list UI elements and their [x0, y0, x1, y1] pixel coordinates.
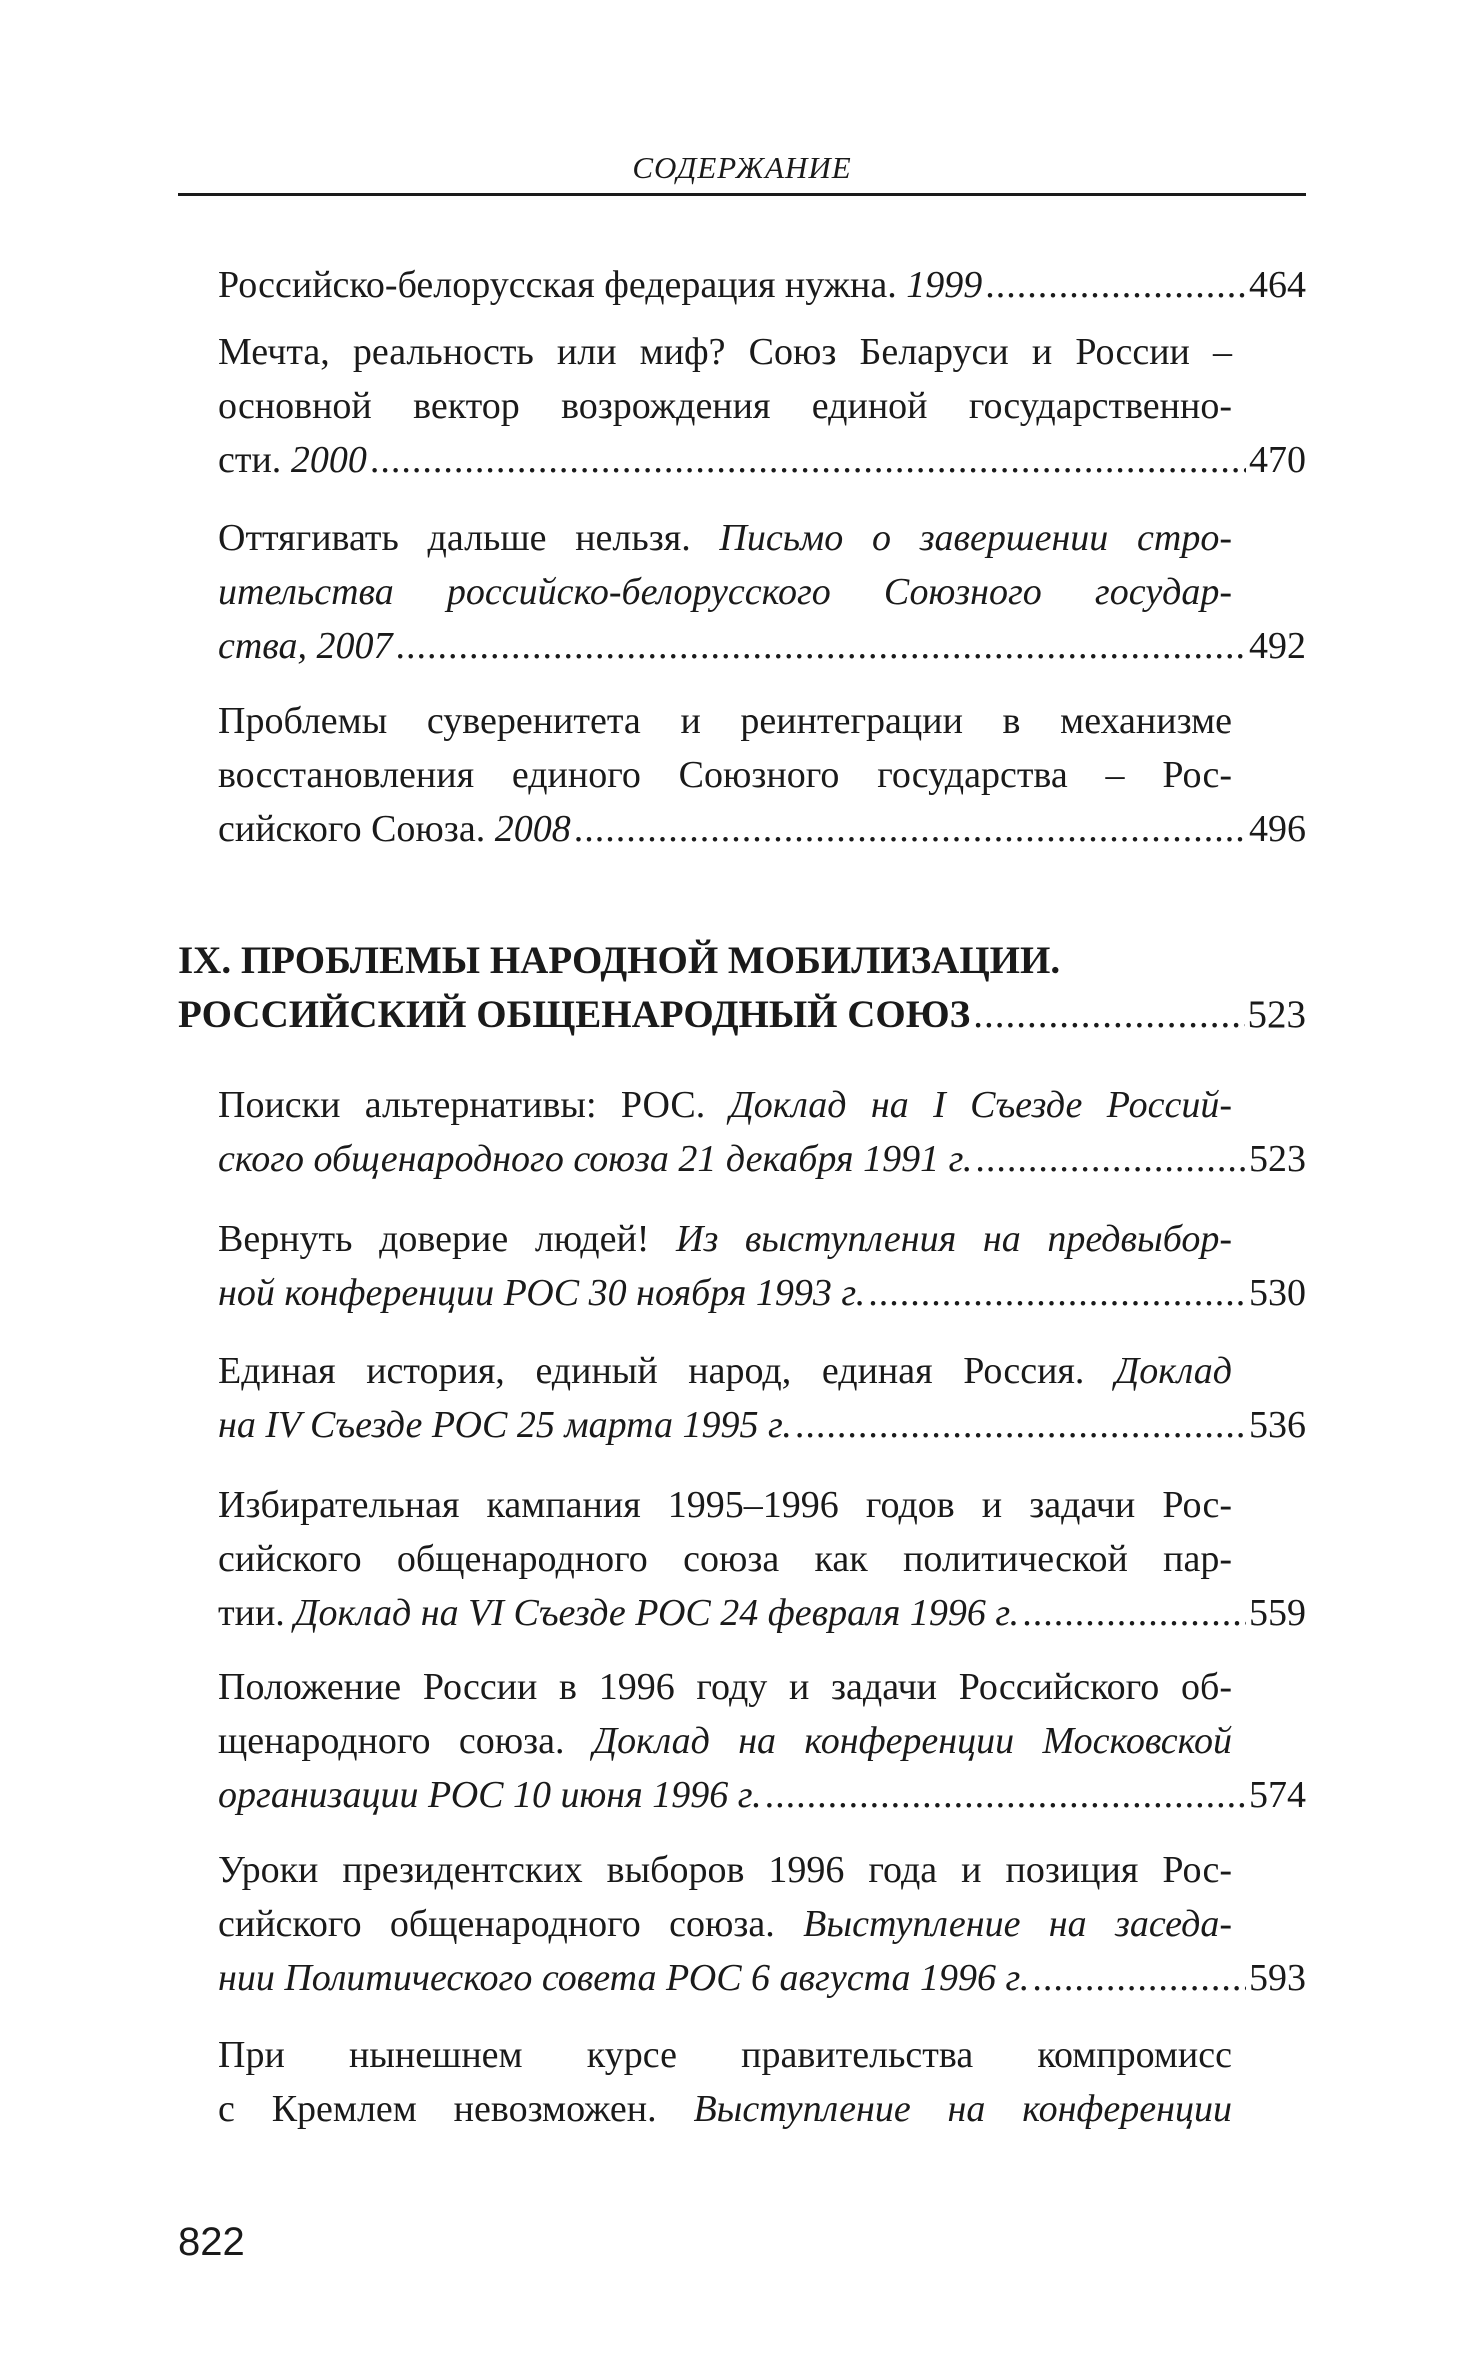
entry-last-line	[218, 1951, 1306, 2005]
toc-entry[interactable]	[218, 325, 1306, 487]
section-title-last-line	[178, 988, 1306, 1042]
entry-line: Единая история, единый народ, единая Россия. Доклад	[218, 1350, 1232, 1392]
dot-leader	[370, 433, 1246, 487]
entry-line: Поиски альтернативы: РОС. Доклад на I Съезде Россий-	[218, 1084, 1232, 1126]
toc-entry[interactable]	[218, 1660, 1306, 1822]
toc-entry[interactable]	[218, 1344, 1306, 1452]
entry-text: Российско-белорусская федерация нужна. 1999	[218, 264, 983, 306]
dot-leader	[985, 258, 1246, 312]
entry-line: восстановления единого Союзного государства – Рос-	[218, 754, 1232, 796]
entry-text: нии Политического совета РОС 6 августа 1996 г.	[218, 1957, 1030, 1999]
entry-last-line	[218, 1132, 1306, 1186]
toc-entry[interactable]	[218, 511, 1306, 673]
entry-last-line	[218, 1768, 1306, 1822]
dot-leader	[1032, 1951, 1246, 2005]
entry-last-line	[218, 1398, 1306, 1452]
toc-entry[interactable]	[218, 1843, 1306, 2005]
entry-line: сийского общенародного союза. Выступление на заседа-	[218, 1903, 1232, 1945]
page-ref: 593	[1249, 1957, 1306, 1999]
page-ref: 470	[1249, 439, 1306, 481]
entry-text: организации РОС 10 июня 1996 г.	[218, 1774, 762, 1816]
entry-text: на IV Съезде РОС 25 марта 1995 г.	[218, 1404, 792, 1446]
section-title-line: IX. ПРОБЛЕМЫ НАРОДНОЙ МОБИЛИЗАЦИИ.	[178, 939, 1061, 982]
toc-entry[interactable]	[218, 694, 1306, 856]
page-ref: 530	[1249, 1272, 1306, 1314]
dot-leader	[765, 1768, 1246, 1822]
entry-line: Мечта, реальность или миф? Союз Беларуси и России –	[218, 331, 1232, 373]
toc-entry[interactable]	[218, 1078, 1306, 1186]
page-ref: 496	[1249, 808, 1306, 850]
page-ref: 536	[1249, 1404, 1306, 1446]
entry-line: щенародного союза. Доклад на конференции Московской	[218, 1720, 1233, 1762]
page-ref: 492	[1249, 625, 1306, 667]
dot-leader	[396, 619, 1246, 673]
entry-text: сти. 2000	[218, 439, 367, 481]
entry-line: Оттягивать дальше нельзя. Письмо о завершении стро-	[218, 517, 1232, 559]
dot-leader	[1022, 1586, 1246, 1640]
page-ref: 523	[1249, 1138, 1306, 1180]
dot-leader	[975, 1132, 1246, 1186]
page-number: 822	[178, 2220, 245, 2264]
entry-line: Избирательная кампания 1995–1996 годов и задачи Рос-	[218, 1484, 1232, 1526]
entry-text: ной конференции РОС 30 ноября 1993 г.	[218, 1272, 866, 1314]
entry-last-line	[218, 258, 1306, 312]
entry-text: ского общенародного союза 21 декабря 1991 г.	[218, 1138, 973, 1180]
toc-entry[interactable]	[218, 1212, 1306, 1320]
dot-leader	[868, 1266, 1246, 1320]
section-heading[interactable]	[178, 934, 1306, 1042]
toc-entry[interactable]	[218, 258, 1306, 312]
entry-line: При нынешнем курсе правительства компромисс	[218, 2034, 1232, 2076]
entry-line: сийского общенародного союза как политической пар-	[218, 1538, 1232, 1580]
entry-line: Уроки президентских выборов 1996 года и позиция Рос-	[218, 1849, 1232, 1891]
running-title: СОДЕРЖАНИЕ	[632, 150, 852, 185]
entry-line: с Кремлем невозможен. Выступление на конференции	[218, 2088, 1232, 2130]
entry-line: Проблемы суверенитета и реинтеграции в механизме	[218, 700, 1232, 742]
toc-entry[interactable]	[218, 1478, 1306, 1640]
toc-entry[interactable]	[218, 2028, 1306, 2136]
page-ref: 574	[1249, 1774, 1306, 1816]
dot-leader	[795, 1398, 1246, 1452]
header-rule	[178, 193, 1306, 196]
page-ref: 559	[1249, 1592, 1306, 1634]
entry-line: основной вектор возрождения единой государственно-	[218, 385, 1232, 427]
entry-last-line	[218, 1586, 1306, 1640]
entry-text: сийского Союза. 2008	[218, 808, 571, 850]
dot-leader	[973, 988, 1244, 1042]
dot-leader	[574, 802, 1246, 856]
entry-last-line	[218, 1266, 1306, 1320]
entry-text: ства, 2007	[218, 625, 393, 667]
section-title: РОССИЙСКИЙ ОБЩЕНАРОДНЫЙ СОЮЗ	[178, 993, 971, 1036]
entry-line: ительства российско-белорусского Союзного государ-	[218, 571, 1232, 613]
entry-text: тии. Доклад на VI Съезде РОС 24 февраля 1996 г.	[218, 1592, 1020, 1634]
entry-last-line	[218, 619, 1306, 673]
entry-line: Положение России в 1996 году и задачи Российского об-	[218, 1666, 1232, 1708]
page-ref: 523	[1247, 993, 1306, 1036]
entry-last-line	[218, 802, 1306, 856]
entry-last-line	[218, 433, 1306, 487]
entry-line: Вернуть доверие людей! Из выступления на предвыбор-	[218, 1218, 1232, 1260]
page-ref: 464	[1249, 264, 1306, 306]
